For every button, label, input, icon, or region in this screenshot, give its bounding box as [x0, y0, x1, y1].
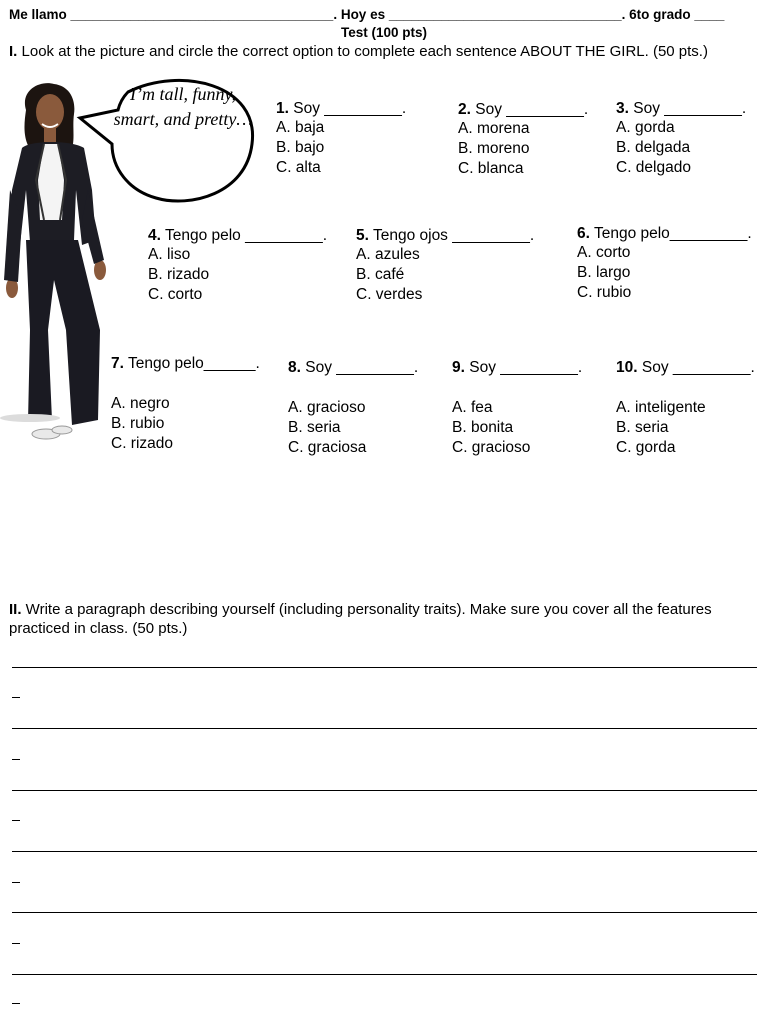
question-number: 2. — [458, 101, 471, 118]
question-9 — [452, 359, 582, 458]
question-stem: Tengo pelo _________. — [160, 227, 328, 244]
question-number: 1. — [276, 100, 289, 117]
question-stem: Tengo ojos _________. — [368, 227, 535, 244]
question-stem: Soy _________. — [300, 359, 419, 376]
section2-instruction — [9, 601, 712, 618]
option-c[interactable]: C. rubio — [577, 284, 632, 301]
question-stem: Tengo pelo_________. — [589, 225, 752, 242]
question-stem: Soy _________. — [628, 100, 747, 117]
question-7 — [111, 355, 260, 454]
option-a[interactable]: A. fea — [452, 399, 493, 416]
option-a[interactable]: A. negro — [111, 395, 170, 412]
option-a[interactable]: A. baja — [276, 119, 325, 136]
grade-field[interactable]: ____ — [694, 7, 725, 22]
question-stem: Soy _________. — [464, 359, 583, 376]
question-stem: Soy _________. — [637, 359, 755, 376]
grade-label: . 6to grado — [621, 7, 695, 22]
option-a[interactable]: A. azules — [356, 246, 420, 263]
option-c[interactable]: C. gorda — [616, 439, 676, 456]
option-b[interactable]: B. café — [356, 266, 405, 283]
question-5 — [356, 227, 534, 305]
option-b[interactable]: B. seria — [616, 419, 669, 436]
date-label: . Hoy es — [333, 7, 389, 22]
option-b[interactable]: B. bonita — [452, 419, 514, 436]
question-2 — [458, 101, 588, 179]
speech-bubble-text: I’m tall, funny, smart, and pretty… — [113, 84, 253, 129]
option-b[interactable]: B. moreno — [458, 140, 530, 157]
option-c[interactable]: C. delgado — [616, 159, 691, 176]
option-a[interactable]: A. inteligente — [616, 399, 706, 416]
name-field[interactable]: ___________________________________ — [70, 7, 334, 22]
option-c[interactable]: C. blanca — [458, 160, 524, 177]
option-b[interactable]: B. bajo — [276, 139, 325, 156]
question-number: 9. — [452, 359, 465, 376]
writing-dash — [12, 943, 20, 944]
question-6 — [577, 225, 752, 303]
header-line — [9, 7, 724, 22]
writing-dash — [12, 882, 20, 883]
section2-instruction-line2: practiced in class. (50 pts.) — [9, 620, 188, 637]
section1-text: Look at the picture and circle the correct option to complete each sentence ABOUT THE GIRL. (50 pts.) — [17, 43, 708, 60]
question-number: 4. — [148, 227, 161, 244]
section1-instruction — [9, 43, 708, 60]
writing-line[interactable] — [12, 667, 757, 668]
writing-dash — [12, 697, 20, 698]
test-title: Test (100 pts) — [340, 25, 428, 40]
question-4 — [148, 227, 327, 305]
option-a[interactable]: A. gracioso — [288, 399, 366, 416]
option-a[interactable]: A. liso — [148, 246, 191, 263]
option-b[interactable]: B. rubio — [111, 415, 165, 432]
section1-number: I. — [9, 43, 18, 60]
date-field[interactable]: _______________________________ — [388, 7, 622, 22]
option-a[interactable]: A. gorda — [616, 119, 675, 136]
question-3 — [616, 100, 746, 178]
question-number: 7. — [111, 355, 124, 372]
writing-line[interactable] — [12, 790, 757, 791]
option-b[interactable]: B. largo — [577, 264, 631, 281]
question-stem: Tengo pelo______. — [123, 355, 260, 372]
writing-line[interactable] — [12, 851, 757, 852]
option-c[interactable]: C. alta — [276, 159, 321, 176]
option-c[interactable]: C. graciosa — [288, 439, 367, 456]
question-stem: Soy _________. — [288, 100, 407, 117]
question-stem: Soy _________. — [470, 101, 589, 118]
option-c[interactable]: C. gracioso — [452, 439, 531, 456]
option-c[interactable]: C. rizado — [111, 435, 174, 452]
writing-dash — [12, 759, 20, 760]
option-a[interactable]: A. morena — [458, 120, 530, 137]
option-c[interactable]: C. verdes — [356, 286, 423, 303]
question-8 — [288, 359, 418, 458]
question-1 — [276, 100, 406, 178]
option-b[interactable]: B. rizado — [148, 266, 210, 283]
question-number: 3. — [616, 100, 629, 117]
question-10 — [616, 359, 755, 458]
writing-dash — [12, 820, 20, 821]
writing-line[interactable] — [12, 912, 757, 913]
writing-line[interactable] — [12, 974, 757, 975]
option-b[interactable]: B. delgada — [616, 139, 691, 156]
writing-line[interactable] — [12, 728, 757, 729]
name-label: Me llamo — [9, 7, 71, 22]
writing-dash — [12, 1003, 20, 1004]
option-a[interactable]: A. corto — [577, 244, 631, 261]
option-b[interactable]: B. seria — [288, 419, 341, 436]
option-c[interactable]: C. corto — [148, 286, 203, 303]
section2-number: II. — [9, 601, 22, 618]
question-number: 6. — [577, 225, 590, 242]
question-number: 10. — [616, 359, 638, 376]
section2-text-line1: Write a paragraph describing yourself (including personality traits). Make sure you cover all the features — [21, 601, 712, 618]
question-number: 8. — [288, 359, 301, 376]
question-number: 5. — [356, 227, 369, 244]
